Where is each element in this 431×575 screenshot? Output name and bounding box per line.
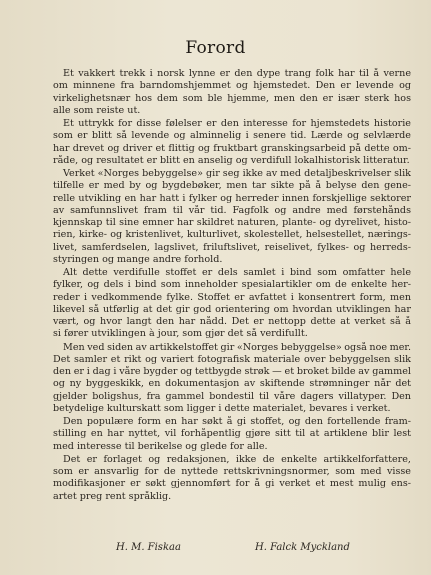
text-line: virkelighetsnær hos dem som ble hjemme, men den er især sterk hos xyxy=(53,92,411,104)
paragraph xyxy=(53,416,411,453)
preface-body xyxy=(53,68,411,503)
text-line: likevel så utførlig at det gir god orientering om hvordan utviklingen har xyxy=(53,303,411,315)
paragraph xyxy=(53,168,411,266)
text-line: styringen og mange andre forhold. xyxy=(53,253,223,265)
text-line: alle som reiste ut. xyxy=(53,104,141,116)
paragraph xyxy=(53,342,411,416)
text-line: rien, kirke- og kristenlivet, kulturlivet, skolestellet, helsestellet, nærings- xyxy=(53,229,411,241)
text-line: om minnene fra barndomshjemmet og hjemstedet. Den er levende og xyxy=(53,80,411,92)
text-line: Et vakkert trekk i norsk lynne er den dype trang folk har til å verne xyxy=(63,68,411,79)
paragraph xyxy=(53,68,411,117)
text-line: Verket «Norges bebyggelse» gir seg ikke av med detaljbeskrivelser slik xyxy=(63,168,411,179)
text-line: råde, og resultatet er blitt en anselig og verdifull lokalhistorisk litteratur. xyxy=(53,154,410,166)
text-line: som er blitt så levende og alminnelig i senere tid. Lærde og selvlærde xyxy=(53,130,411,142)
text-line: Det er forlaget og redaksjonen, ikke de enkelte artikkelforfattere, xyxy=(63,453,411,465)
text-line: gjelder boligshus, fra gammel bondestil til våre dagers villatyper. Den xyxy=(53,390,411,402)
text-line: har drevet og driver et flittig og fruktbart granskingsarbeid på dette om- xyxy=(53,142,411,154)
text-line: artet preg rent språklig. xyxy=(53,490,172,502)
text-line: livet, samferdselen, lagslivet, friluftslivet, reiselivet, fylkes- og herreds- xyxy=(53,241,411,253)
text-line: Alt dette verdifulle stoffet er dels samlet i bind som omfatter hele xyxy=(63,267,411,278)
text-line: reder i vedkommende fylke. Stoffet er avfattet i konsentrert form, men xyxy=(53,291,411,303)
text-line: Men ved siden av artikkelstoffet gir «Norges bebyggelse» også noe mer. xyxy=(63,341,411,353)
signature-myckland: H. Falck Myckland xyxy=(255,542,350,553)
text-line: si fører utviklingen à jour, som gjør det så verdifullt. xyxy=(53,328,308,340)
text-line: fylker, og dels i bind som inneholder spesialartikler om de enkelte her- xyxy=(53,279,411,291)
paragraph xyxy=(53,118,411,167)
text-line: kjennskap til sine emner har skildret naturen, plante- og dyrelivet, histo- xyxy=(53,217,411,228)
text-line: med interesse til berikelse og glede for alle. xyxy=(53,440,268,452)
text-line: tilfelle er med by og bygdebøker, men tar sikte på å belyse den gene- xyxy=(53,180,411,192)
text-line: som er ansvarlig for de nyttede rettskrivningsnormer, som med visse xyxy=(53,466,411,477)
text-line: og ny byggeskikk, en dokumentasjon av skiftende strømninger når det xyxy=(53,378,411,390)
text-line: relle utvikling en har hatt i fylker og herreder innen forskjellige sektorer xyxy=(53,192,411,204)
text-line: Et uttrykk for disse følelser er den interesse for hjemstedets historie xyxy=(63,118,411,129)
text-line: modifikasjoner er søkt gjennomført for å gi verket et mest mulig ens- xyxy=(53,478,411,490)
text-line: av samfunnslivet fram til vår tid. Fagfolk og andre med førstehånds xyxy=(53,204,411,216)
signature-fiskaa: H. M. Fiskaa xyxy=(116,542,181,553)
text-line: betydelige kulturskatt som ligger i dette materialet, bevares i verket. xyxy=(53,402,391,414)
text-line: vært, og hvor langt den har nådd. Det er nettopp dette at verket så å xyxy=(53,316,411,327)
page-title: Forord xyxy=(185,38,246,58)
text-line: Det samler et rikt og variert fotografisk materiale over bebyggelsen slik xyxy=(53,353,411,365)
text-line: den er i dag i våre bygder og tettbygde strøk — et broket bilde av gammel xyxy=(53,366,411,377)
paragraph xyxy=(53,454,411,503)
text-line: stilling en har nyttet, vil forhåpentlig gjøre sitt til at artiklene blir lest xyxy=(53,428,411,440)
text-line: Den populære form en har søkt å gi stoffet, og den fortellende fram- xyxy=(63,416,411,427)
paragraph xyxy=(53,267,411,341)
